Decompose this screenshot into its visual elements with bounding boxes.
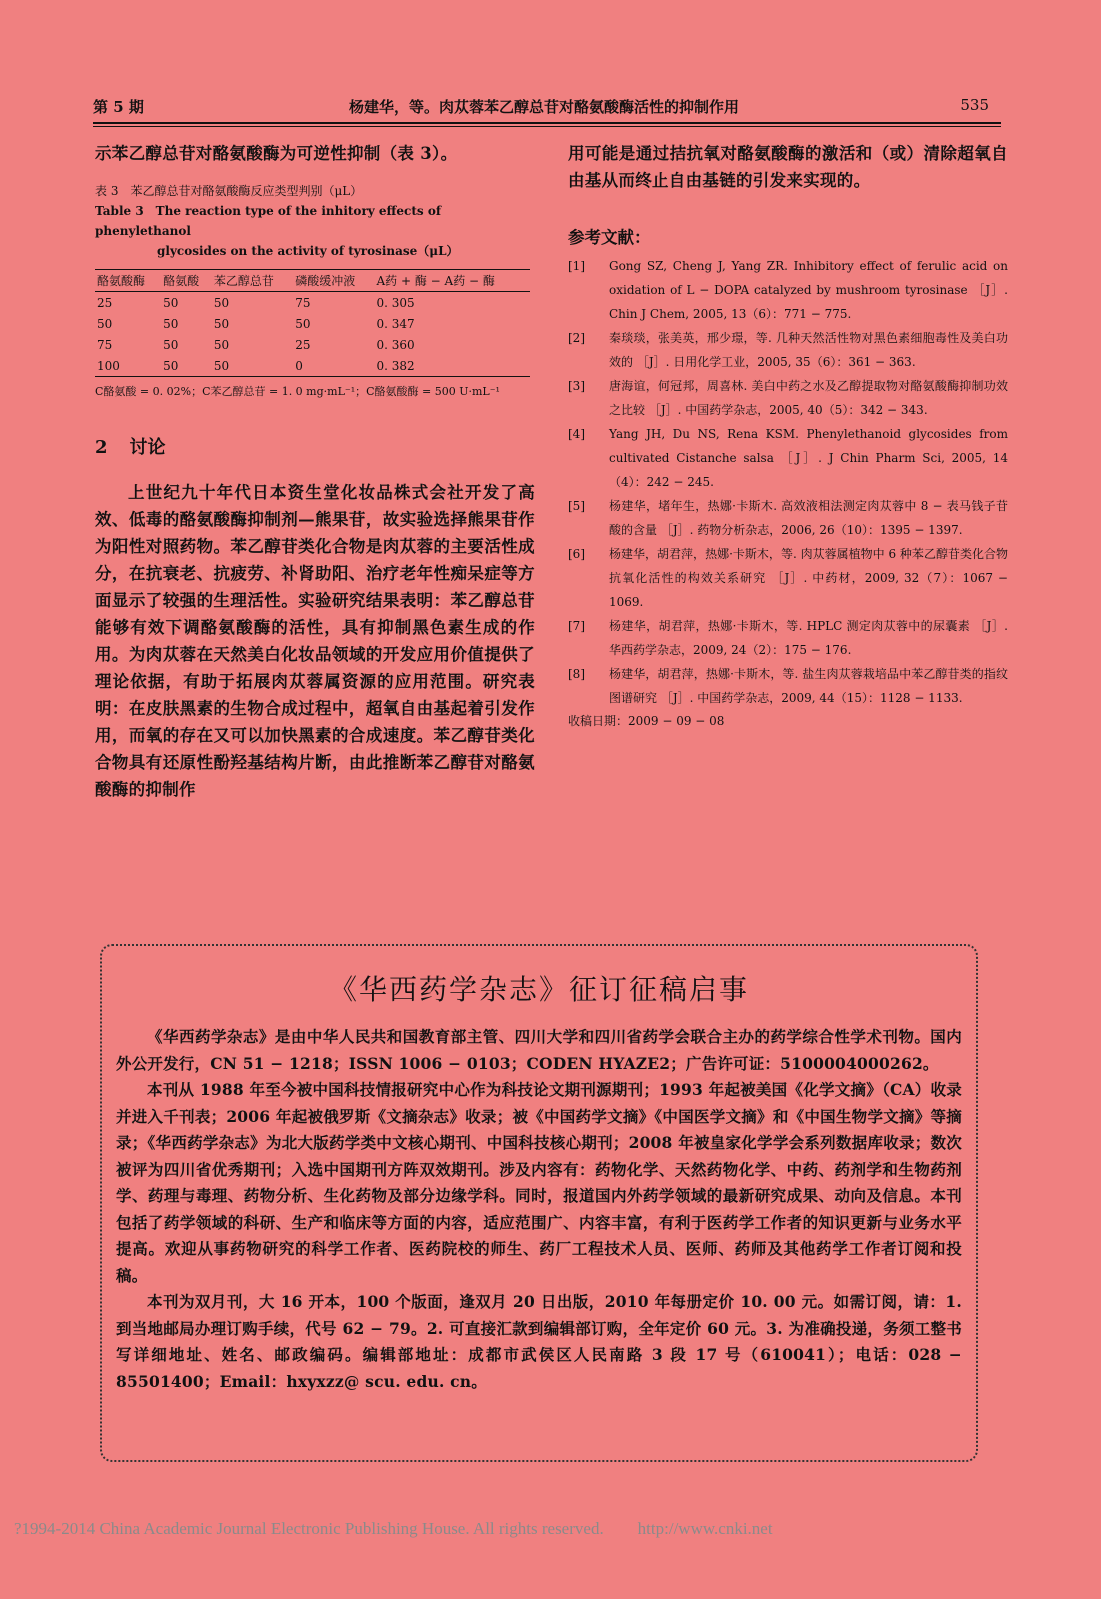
reference-number: [3] xyxy=(568,379,585,393)
discussion-continuation: 用可能是通过拮抗氧对酪氨酸酶的激活和（或）清除超氧自由基从而终止自由基链的引发来实现的。 xyxy=(568,144,1008,190)
reference-number: [8] xyxy=(568,667,585,681)
table-caption-cn: 表 3 苯乙醇总苷对酪氨酸酶反应类型判别（μL） xyxy=(95,184,363,198)
reference-number: [1] xyxy=(568,259,585,273)
col-header: A药 + 酶 − A药 − 酶 xyxy=(376,274,495,288)
notice-paragraph-1: 《华西药学杂志》是由中华人民共和国教育部主管、四川大学和四川省药学会联合主办的药学综合性学术刊物。国内外公开发行，CN 51 − 1218；ISSN 1006 − 0103；CODEN HYAZE2；广告许可证：5100004000262。 xyxy=(116,1027,962,1073)
section-heading xyxy=(95,433,535,459)
table-cell: 50 xyxy=(213,358,230,373)
table-cell: 0. 382 xyxy=(376,358,415,373)
table-row xyxy=(95,313,530,334)
table-note: C酪氨酸 = 0. 02%；C苯乙醇总苷 = 1. 0 mg·mL⁻¹；C酪氨酸酶 = 500 U·mL⁻¹ xyxy=(95,385,500,398)
header-rule-thin xyxy=(93,126,1001,127)
page-number: 535 xyxy=(960,96,989,114)
table-cell: 25 xyxy=(295,337,311,352)
table-cell: 50 xyxy=(163,295,179,310)
reference-text: 秦琰琰，张美英，邢少璟，等. 几种天然活性物对黑色素细胞毒性及美白功效的 ［J］. 日用化学工业，2005, 35（6）：361 − 363. xyxy=(609,331,1008,369)
table-cell: 50 xyxy=(295,316,311,331)
table-cell: 50 xyxy=(163,358,179,373)
reference-text: 杨建华，胡君萍，热娜·卡斯木，等. 盐生肉苁蓉栽培品中苯乙醇苷类的指纹图谱研究 ［J］. 中国药学杂志，2009, 44（15）：1128 − 1133. xyxy=(609,667,1008,705)
reference-item xyxy=(568,494,1008,542)
table-cell: 50 xyxy=(213,316,230,331)
reference-item xyxy=(568,662,1008,710)
col-header: 酪氨酸酶 xyxy=(97,274,146,288)
intro-line: 示苯乙醇总苷对酪氨酸酶为可逆性抑制（表 3）。 xyxy=(95,144,458,163)
reference-number: [2] xyxy=(568,331,585,345)
table-cell: 50 xyxy=(163,316,179,331)
table-cell: 100 xyxy=(97,358,120,373)
reference-text: 杨建华，堵年生，热娜·卡斯木. 高效液相法测定肉苁蓉中 8 − 表马钱子苷酸的含量 ［J］. 药物分析杂志，2006, 26（10）：1395 − 1397. xyxy=(609,499,1008,537)
issue-number: 第 5 期 xyxy=(93,98,144,116)
table-3 xyxy=(95,269,530,377)
table-cell: 50 xyxy=(213,295,230,310)
reference-text: Gong SZ, Cheng J, Yang ZR. Inhibitory effect of ferulic acid on oxidation of L − DOPA catalyzed by mushroom tyrosinase ［J］. Chin J Chem, 2005, 13（6）：771 − 775. xyxy=(609,259,1008,321)
table-cell: 50 xyxy=(97,316,113,331)
table-cell: 75 xyxy=(97,337,113,352)
reference-item xyxy=(568,254,1008,326)
references-list xyxy=(568,254,1008,710)
col-header: 酪氨酸 xyxy=(163,274,200,288)
reference-text: 杨建华，胡君萍，热娜·卡斯木，等. HPLC 测定肉苁蓉中的尿囊素 ［J］. 华西药学杂志，2009, 24（2）：175 − 176. xyxy=(609,619,1008,657)
col-header: 磷酸缓冲液 xyxy=(295,274,356,288)
running-title: 杨建华，等。肉苁蓉苯乙醇总苷对酪氨酸酶活性的抑制作用 xyxy=(348,98,739,116)
header-rule-thick xyxy=(93,122,1001,124)
table-cell: 0 xyxy=(295,358,303,373)
references-heading: 参考文献： xyxy=(568,228,651,247)
reference-item xyxy=(568,326,1008,374)
table-cell: 25 xyxy=(97,295,113,310)
notice-paragraph-3: 本刊为双月刊，大 16 开本，100 个版面，逢双月 20 日出版，2010 年每册定价 10. 00 元。如需订阅，请：1. 到当地邮局办理订购手续，代号 62 − 79。2. 可直接汇款到编辑部订购，全年定价 60 元。3. 为准确投递，务须工整书写详细地址、姓名、邮政编码。编辑部地址：成都市武侯区人民南路 3 段 17 号（610041）；电话：028 − 85501400；Email：hxyxzz@ scu. edu. cn。 xyxy=(116,1292,962,1391)
notice-title: 《华西药学杂志》征订征稿启事 xyxy=(328,973,749,1006)
notice-paragraph-2: 本刊从 1988 年至今被中国科技情报研究中心作为科技论文期刊源期刊；1993 年起被美国《化学文摘》（CA）收录并进入千刊表；2006 年起被俄罗斯《文摘杂志》收录；被《中国药学文摘》《中国医学文摘》和《中国生物学文摘》等摘录；《华西药学杂志》为北大版药学类中文核心期刊、中国科技核心期刊；2008 年被皇家化学学会系列数据库收录；数次被评为四川省优秀期刊；入选中国期刊方阵双效期刊。涉及内容有：药物化学、天然药物化学、中药、药剂学和生物药剂学、药理与毒理、药物分析、生化药物及部分边缘学科。同时，报道国内外药学领域的最新研究成果、动向及信息。本刊包括了药学领域的科研、生产和临床等方面的内容，适应范围广、内容丰富，有利于医药学工作者的知识更新与业务水平提高。欢迎从事药物研究的科学工作者、医药院校的师生、药厂工程技术人员、医师、药师及其他药学工作者订阅和投稿。 xyxy=(116,1080,962,1285)
received-date: 收稿日期：2009 − 09 − 08 xyxy=(568,714,725,728)
subscription-notice-box xyxy=(100,944,978,1462)
table-caption-en-line2: glycosides on the activity of tyrosinase（μL） xyxy=(157,244,459,258)
reference-item xyxy=(568,542,1008,614)
running-header xyxy=(93,92,995,122)
table-cell: 50 xyxy=(213,337,230,352)
reference-item xyxy=(568,422,1008,494)
table-row xyxy=(95,334,530,355)
reference-text: 杨建华，胡君萍，热娜·卡斯木，等. 肉苁蓉属植物中 6 种苯乙醇苷类化合物抗氧化活性的构效关系研究 ［J］. 中药材，2009, 32（7）：1067 − 1069. xyxy=(609,547,1008,609)
copyright-footer: ?1994-2014 China Academic Journal Electronic Publishing House. All rights reserved. http://www.cnki.net xyxy=(14,1519,773,1538)
table-caption-en-line1: Table 3 The reaction type of the inhitory effects of phenylethanol xyxy=(95,204,441,238)
right-column xyxy=(568,140,1008,729)
table-cell: 75 xyxy=(295,295,311,310)
reference-number: [6] xyxy=(568,547,585,561)
reference-number: [7] xyxy=(568,619,585,633)
table-caption-en xyxy=(95,201,535,261)
table-header-row xyxy=(95,270,530,292)
col-header: 苯乙醇总苷 xyxy=(213,274,274,288)
reference-number: [4] xyxy=(568,427,585,441)
reference-item xyxy=(568,374,1008,422)
table-cell: 0. 305 xyxy=(376,295,415,310)
reference-item xyxy=(568,614,1008,662)
section-number: 2 xyxy=(95,437,108,458)
reference-number: [5] xyxy=(568,499,585,513)
discussion-paragraph: 上世纪九十年代日本资生堂化妆品株式会社开发了高效、低毒的酪氨酸酶抑制剂—熊果苷，故实验选择熊果苷作为阳性对照药物。苯乙醇苷类化合物是肉苁蓉的主要活性成分，在抗衰老、抗疲劳、补肾助阳、治疗老年性痴呆症等方面显示了较强的生理活性。实验研究结果表明：苯乙醇总苷能够有效下调酪氨酸酶的活性，具有抑制黑色素生成的作用。为肉苁蓉在天然美白化妆品领域的开发应用价值提供了理论依据，有助于拓展肉苁蓉属资源的应用范围。研究表明：在皮肤黑素的生物合成过程中，超氧自由基起着引发作用，而氧的存在又可以加快黑素的合成速度。苯乙醇苷类化合物具有还原性酚羟基结构片断，由此推断苯乙醇苷对酪氨酸酶的抑制作 xyxy=(95,483,535,799)
table-cell: 50 xyxy=(163,337,179,352)
table-row xyxy=(95,292,530,314)
reference-text: Yang JH, Du NS, Rena KSM. Phenylethanoid glycosides from cultivated Cistanche salsa ［J］. J Chin Pharm Sci, 2005, 14（4）：242 − 245. xyxy=(609,427,1008,489)
left-column xyxy=(95,140,535,803)
table-cell: 0. 347 xyxy=(376,316,415,331)
reference-text: 唐海谊，何冠邦，周喜林. 美白中药之水及乙醇提取物对酪氨酸酶抑制功效之比较 ［J］. 中国药学杂志，2005, 40（5）：342 − 343. xyxy=(609,379,1008,417)
table-cell: 0. 360 xyxy=(376,337,415,352)
table-row xyxy=(95,355,530,377)
section-title: 讨论 xyxy=(129,437,166,458)
